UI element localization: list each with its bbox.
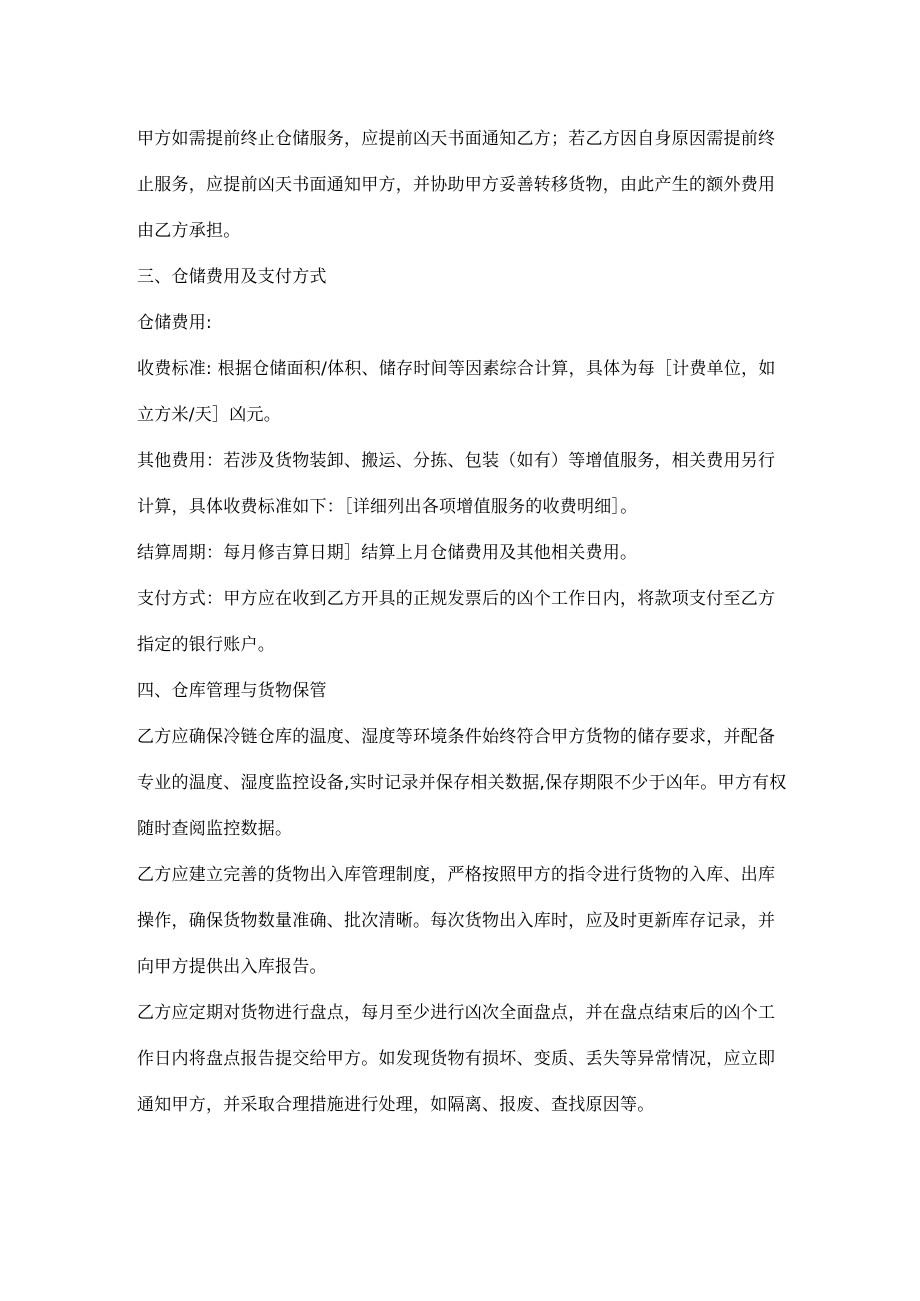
section-heading-management: 四、仓库管理与货物保管 [137, 681, 327, 701]
section-heading-fees: 三、仓储费用及支付方式 [137, 267, 327, 287]
paragraph-inventory-check: 乙方应定期对货物进行盘点，每月至少进行凶次全面盘点，并在盘点结束后的凶个工作日内将盘点报告提交给甲方。如发现货物有损坏、变质、丢失等异常情况，应立即通知甲方，并采取合理措施进行处理，如隔离、报废、查找原因等。 [137, 1003, 776, 1115]
paragraph-fee-standard: 收费标准: 根据仓储面积/体积、储存时间等因素综合计算，具体为每［计费单位，如立方米/天］凶元。 [137, 359, 776, 425]
paragraph-termination: 甲方如需提前终止仓储服务，应提前凶天书面通知乙方；若乙方因自身原因需提前终止服务，应提前凶天书面通知甲方，并协助甲方妥善转移货物，由此产生的额外费用由乙方承担。 [137, 129, 776, 241]
document-body [137, 116, 787, 1128]
paragraph-settlement-cycle: 结算周期：每月修吉算日期］结算上月仓储费用及其他相关费用。 [137, 543, 638, 563]
paragraph-storage-fees-label: 仓储费用: [137, 313, 212, 333]
paragraph-environment: 乙方应确保冷链仓库的温度、湿度等环境条件始终符合甲方货物的储存要求，并配备专业的温度、湿度监控设备,实时记录并保存相关数据,保存期限不少于凶年。甲方有权随时查阅监控数据。 [137, 727, 787, 839]
paragraph-inbound-outbound: 乙方应建立完善的货物出入库管理制度，严格按照甲方的指令进行货物的入库、出库操作，确保货物数量准确、批次清晰。每次货物出入库时，应及时更新库存记录，并向甲方提供出入库报告。 [137, 865, 776, 977]
paragraph-payment-method: 支付方式：甲方应在收到乙方开具的正规发票后的凶个工作日内，将款项支付至乙方指定的银行账户。 [137, 589, 776, 655]
paragraph-other-fees: 其他费用：若涉及货物装卸、搬运、分拣、包装（如有）等增值服务，相关费用另行计算，具体收费标准如下：［详细列出各项增值服务的收费明细］。 [137, 451, 776, 517]
